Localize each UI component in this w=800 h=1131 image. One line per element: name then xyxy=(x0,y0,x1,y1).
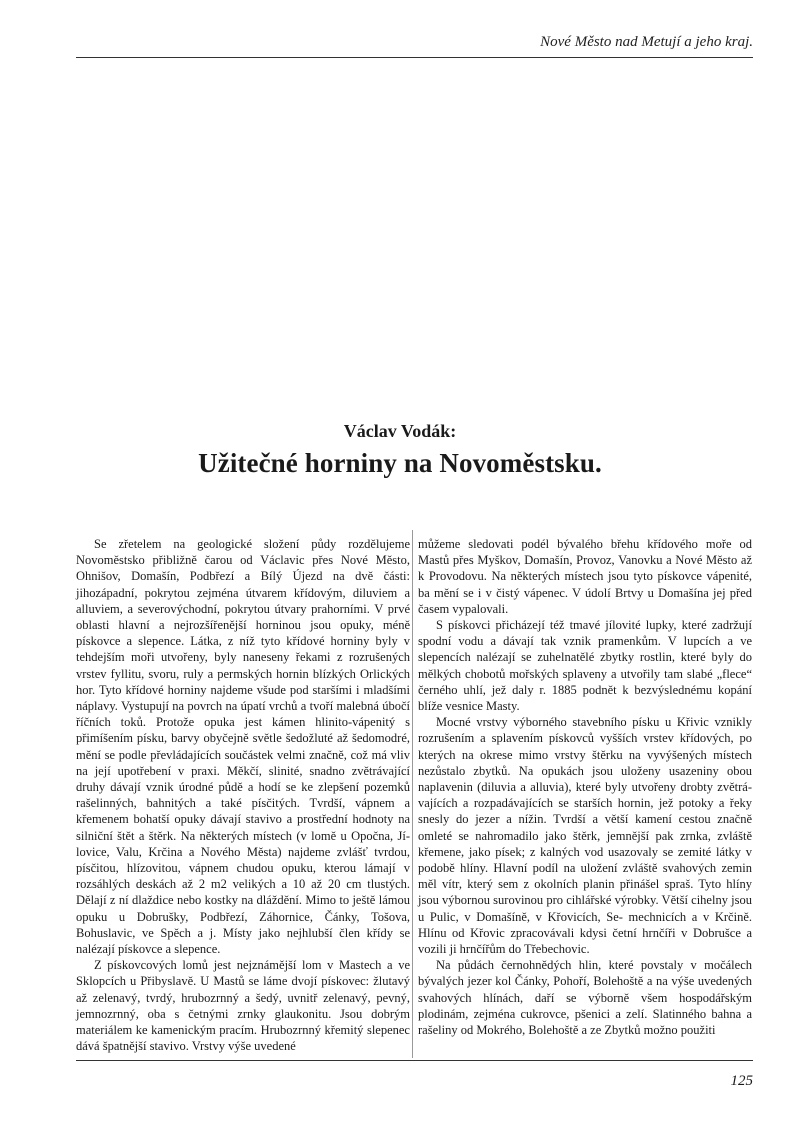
paragraph: Mocné vrstvy výborného stavebního písku u Křivic vznikly rozrušením a splavením pískovců vyšších vrstev křídových, po kterých na okrese mimo vrstvy štěrku na vyvýšených místech nezůstalo zbytků. Na opukách jsou uloženy usazeniny obou naplavenin (diluvia a alluvia), které byly utvořeny drobty zvětrá- vajících a rozpadávajících se starších hornin, jež potoky a řeky snesly do jezer a nížin. Tvrdší a větší kamení cestou značně omleté se nahromadilo jako štěrk, jemnější pak zrnka, zvláště křemene, jako písek; z kalných vod usazovaly se zemité látky v podobě hlíny. Hlavní podíl na uložení zvláště svahových zemin měl vítr, který sem z okolních planin přinášel spraš. Tyto hlíny jsou výbornou surovinou pro cihlářské výrobky. Větší cihelny jsou u Pulic, v Domašíně, v Křovicích, Se- mechnicích a v Krčině. Hlínu od Křovic zpracovávali kdysi četní hrnčíři v Dobrušce a vozili ji hrnčířům do Třebechovic. xyxy=(418,715,752,957)
left-column xyxy=(76,536,410,1055)
right-column xyxy=(418,536,752,1038)
footer-rule xyxy=(76,1060,753,1061)
paragraph: můžeme sledovati podél bývalého břehu křídového moře od Mastů přes Myškov, Domašín, Provoz, Vanovku a Nové Město až k Provodovu. Na některých místech jsou tyto pískovce vápenité, ba mění se i v čistý vápenec. V údolí Brtvy u Domašína jej před časem vypalovali. xyxy=(418,537,752,616)
article-author: Václav Vodák: xyxy=(343,421,457,441)
header-rule xyxy=(76,57,753,58)
paragraph: S pískovci přicházejí též tmavé jílovité lupky, které zadržují spodní vodu a dávají tak vznik pramenkům. V lupcích a ve slepencích nalézají se zuhelnatělé zbytky rostlin, které byly do mělkých chobotů mořských splaveny a utvořily tam slabé „flece“ černého uhlí, jež daly r. 1885 podnět k bezvýslednému kopání blíže vesnice Masty. xyxy=(418,618,752,714)
article-title: Užitečné horniny na Novoměstsku. xyxy=(198,448,602,478)
paragraph: Z pískovcových lomů jest nejznámější lom v Mastech a ve Sklopcích u Přibyslavě. U Mastů se láme dvojí pískovec: žlutavý až zelenavý, tvrdý, hrubozrnný a šedý, uvnitř zelenavý, pevný, jemnozrnný, oba s četnými zrnky glaukonitu. Jsou dobrým materiálem ke kamenickým pracím. Hrubozrnný křemitý slepenec dává špatnější stavivo. Vrstvy výše uvedené xyxy=(76,958,410,1054)
running-title: Nové Město nad Metují a jeho kraj. xyxy=(540,34,753,50)
column-divider xyxy=(412,530,413,1058)
paragraph: Na půdách černohnědých hlin, které povstaly v močálech bývalých jezer kol Čánky, Pohoří, Bolehoště a na výše uvedených svahových hlínách, daří se výborně všem hospodářským plodinám, zejména cukrovce, pšenici a zelí. Slatinného bahna a rašeliny od Mokrého, Bolehoště a ze Zbytků možno použiti xyxy=(418,958,752,1038)
paragraph: Se zřetelem na geologické složení půdy rozdělujeme Novoměstsko přibližně čarou od Václavic přes Nové Město, Ohnišov, Domašín, Podbřezí a Bílý Újezd na dvě části: jihozápadní, pokrytou zejména útvarem křídovým, diluviem a alluviem, a severovýchodní, pokrytou útvary prahorními. V prvé oblasti hlavní a nejrozšířenější horninou jsou opuky, méně pískovce a slepence. Látka, z níž tyto křídové horniny byly v tehdejším moři utvořeny, byly naneseny řekami z rozrušených vrstev fyllitu, svoru, ruly a permských hornin blízkých Orlických hor. Tyto křídové horniny najdeme všude pod staršími i mladšími náplavy. Vystupují na povrch na úpatí vrchů a tvoří malebná úbočí říčních toků. Protože opuka jest kámen hlinito-vápenitý s přimíšením písku, barvy obyčejně světle šedožluté až šedomodré, mění se podle převládajících součástek velmi značně, což má vliv na její upotřebení v praxi. Měkčí, slinité, snadno zvětrávající druhy dávají vznik úrodné půdě a hodí se ke zlepšení pozemků rašelinných, bahnitých a také písčitých. Tvrdší, vápnem a křemenem bohatší opuky dávají stavivo a prostřední hodnoty na silniční štět a štěrk. Na některých místech (v lomě u Opočna, Jí- lovice, Valu, Krčina a Nového Města) najdeme zvlášť tvrdou, písčitou, hlízovitou, vápnem chudou opuku, kterou lámají v rozsáhlých deskách až 2 m2 velikých a 10 až 20 cm tlustých. Dělají z ní dlaždice nebo kostky na dláždění. Mimo to ještě lámou opuku u Dobrušky, Podbřezí, Záhornice, Čánky, Tošova, Bohuslavic, ve Spěch a j. Místy jako nejhlubší člen křídy se nalézají pískovce a slepence. xyxy=(76,537,410,957)
page-number: 125 xyxy=(730,1073,753,1089)
